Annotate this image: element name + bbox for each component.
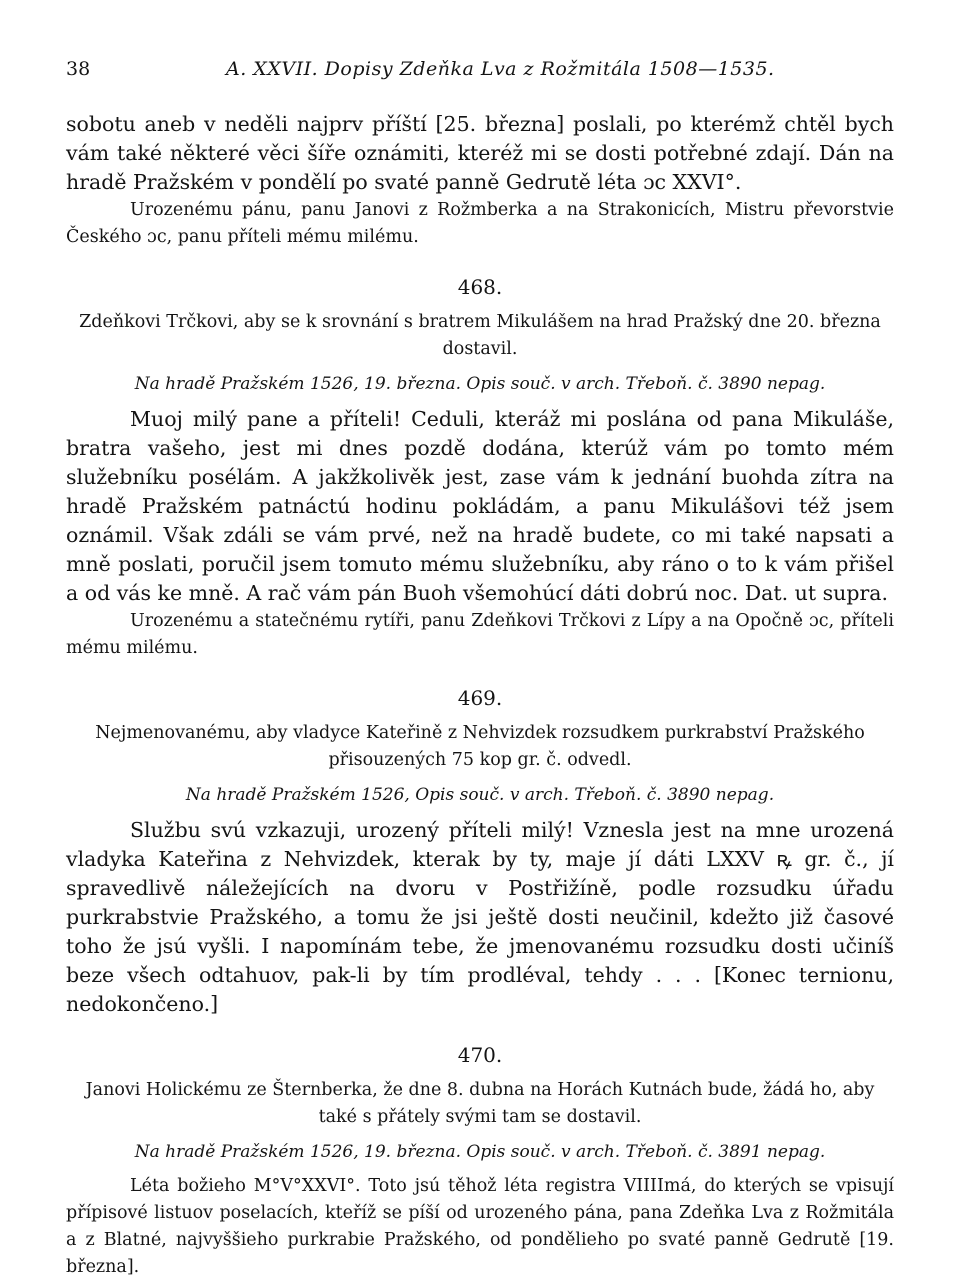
letter-source: Na hradě Pražském 1526, Opis souč. v arch. Třeboň. č. 3890 nepag. bbox=[185, 785, 775, 805]
letter-summary: Zdeňkovi Trčkovi, aby se k srovnání s bratrem Mikulášem na hrad Pražský dne 20. března dostavil. bbox=[79, 312, 881, 359]
letter-number: 469. bbox=[457, 686, 503, 710]
page-content bbox=[66, 110, 894, 1281]
letter-468 bbox=[66, 275, 894, 662]
letter-source: Na hradě Pražském 1526, 19. března. Opis souč. v arch. Třeboň. č. 3890 nepag. bbox=[134, 374, 826, 394]
letter-address: Urozenému a statečnému rytíři, panu Zdeňkovi Trčkovi z Lípy a na Opočně ɔc, příteli mému milému. bbox=[66, 611, 894, 658]
letter-source: Na hradě Pražském 1526, 19. března. Opis souč. v arch. Třeboň. č. 3891 nepag. bbox=[134, 1142, 826, 1162]
letter-number: 468. bbox=[457, 275, 503, 299]
page-header bbox=[66, 58, 894, 86]
letter-body: Muoj milý pane a příteli! Ceduli, kteráž mi poslána od pana Mikuláše, bratra vašeho, jest mi dnes pozdě dodána, kterúž vám po tomto mém služebníku posélám. A jakžkolivěk jest, zase vám k jednání buohda zítra na hradě Pražském patnáctú hodinu pokládám, a panu Mikulášovi též jsem oznámil. Však zdáli se vám prvé, než na hradě budete, co mi také napsati a mně poslati, poručil jsem tomuto mému služebníku, aby ráno o to k vám přišel a od vás ke mně. A rač vám pán Buoh všemohúcí dáti dobrú noc. Dat. ut supra. bbox=[66, 407, 894, 605]
letter-summary: Janovi Holickému ze Šternberka, že dne 8. dubna na Horách Kutnách bude, žádá ho, aby také s přátely svými tam se dostavil. bbox=[85, 1080, 875, 1127]
letter-469 bbox=[66, 686, 894, 1019]
letter-summary: Nejmenovanému, aby vladyce Kateřině z Nehvizdek rozsudkem purkrabství Pražského přisouzených 75 kop gr. č. odvedl. bbox=[95, 723, 865, 770]
letter-470 bbox=[66, 1043, 894, 1281]
running-title: A. XXVII. Dopisy Zdeňka Lva z Rožmitála 1508—1535. bbox=[226, 58, 775, 80]
intro-address: Urozenému pánu, panu Janovi z Rožmberka a na Strakonicích, Mistru převorstvie Českého ɔc, panu příteli mému milému. bbox=[66, 200, 894, 247]
letter-body: Léta božieho M°V°XXVI°. Toto jsú těhož léta registra VIIIImá, do kterých se vpisují přípisové listuov poselacích, kteříž se píší od urozeného pána, pana Zdeňka Lva z Rožmitála a z Blatné, najvyššieho purkrabie Pražského, od pondělieho po svaté panně Gedrutě [19. března]. bbox=[66, 1176, 894, 1277]
page-number: 38 bbox=[66, 58, 91, 80]
letter-body: Službu svú vzkazuji, urozený příteli milý! Vznesla jest na mne urozená vladyka Kateřina z Nehvizdek, kterak by ty, maje jí dáti LXXV ꝶ gr. č., jí spravedlivě náležejících na dvoru v Postřižíně, podle rozsudku úřadu purkrabstvie Pražského, a tomu že jsi ještě dosti neučinil, kdežto již časové toho že jsú vyšli. I napomínám tebe, že jmenovanému rozsudku dosti učiníš beze všech odtahuov, pak-li by tím prodléval, tehdy . . . [Konec ternionu, nedokončeno.] bbox=[66, 818, 894, 1016]
intro-text: sobotu aneb v neděli najprv příští [25. března] poslali, po kterémž chtěl bych vám také některé věci šíře oznámiti, kteréž mi se dosti potřebné zdají. Dán na hradě Pražském v pondělí po svaté panně Gedrutě léta ɔc XXVI°. bbox=[66, 112, 894, 194]
letter-number: 470. bbox=[457, 1043, 503, 1067]
